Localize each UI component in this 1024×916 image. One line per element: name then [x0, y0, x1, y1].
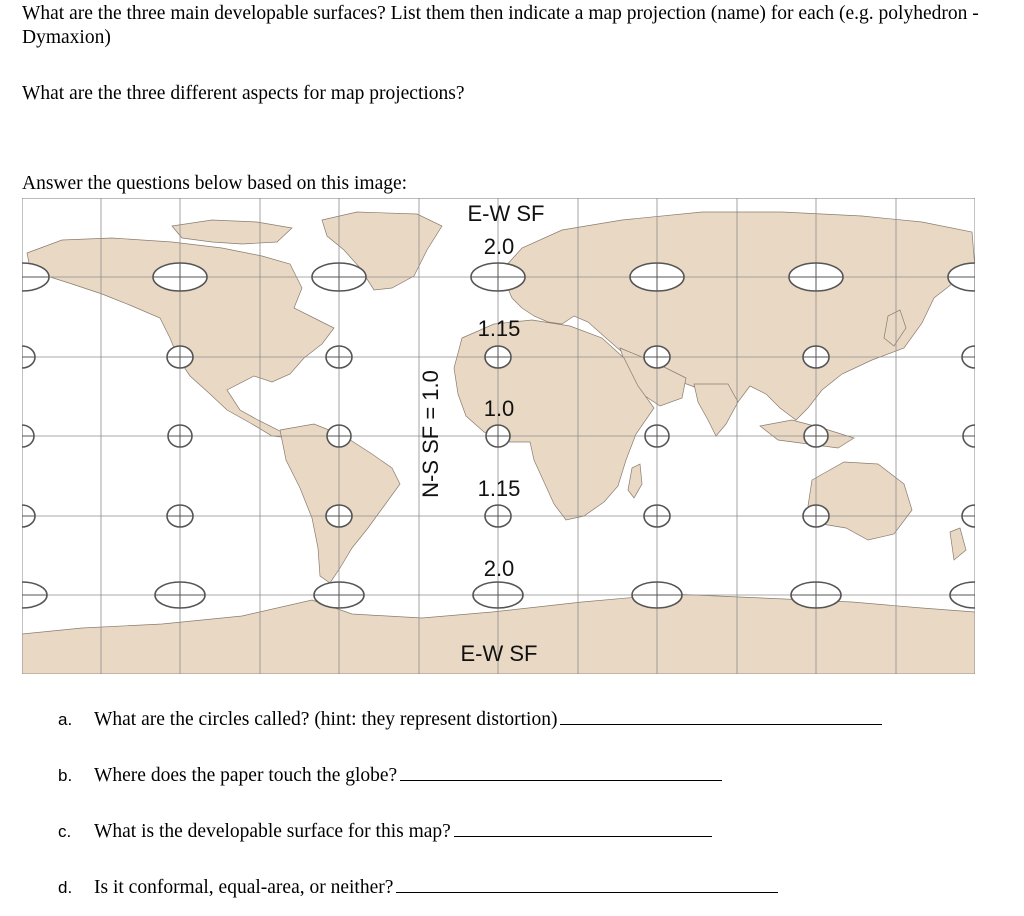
image-instructions: Answer the questions below based on this image:	[22, 173, 408, 194]
scale-label-1: 1.15	[477, 316, 521, 341]
question-developable-surfaces: What are the three main developable surfaces? List them then indicate a map projection (name) for each (e.g. polyhedron - Dymaxion)	[22, 3, 979, 48]
sub-question-letter: b.	[58, 766, 73, 785]
sub-question-c	[58, 818, 712, 844]
bottom-ew-sf-title: E-W SF	[460, 641, 538, 666]
top-ew-sf-value: 2.0	[483, 234, 515, 259]
sub-question-b	[58, 762, 722, 788]
answer-blank-b[interactable]	[400, 762, 722, 781]
sub-question-letter: c.	[58, 822, 72, 841]
ns-sf-side-label: N-S SF = 1.0	[418, 370, 443, 498]
sub-question-text: What are the circles called? (hint: they represent distortion)	[94, 709, 558, 730]
answer-blank-c[interactable]	[454, 818, 712, 837]
answer-blank-a[interactable]	[560, 706, 882, 725]
mercator-map-figure	[22, 198, 975, 674]
scale-label-4: 2.0	[483, 556, 515, 581]
scale-label-3: 1.15	[477, 476, 521, 501]
sub-question-letter: d.	[58, 878, 73, 897]
question-projection-aspects: What are the three different aspects for map projections?	[22, 83, 465, 104]
sub-question-text: Is it conformal, equal-area, or neither?	[94, 877, 394, 898]
sub-question-text: What is the developable surface for this map?	[94, 821, 451, 842]
top-ew-sf-title: E-W SF	[467, 201, 545, 226]
answer-blank-d[interactable]	[396, 874, 778, 893]
sub-question-text: Where does the paper touch the globe?	[94, 765, 398, 786]
sub-question-d	[58, 874, 778, 900]
sub-question-letter: a.	[58, 710, 73, 729]
scale-label-2: 1.0	[483, 396, 515, 421]
sub-question-a	[58, 706, 882, 732]
